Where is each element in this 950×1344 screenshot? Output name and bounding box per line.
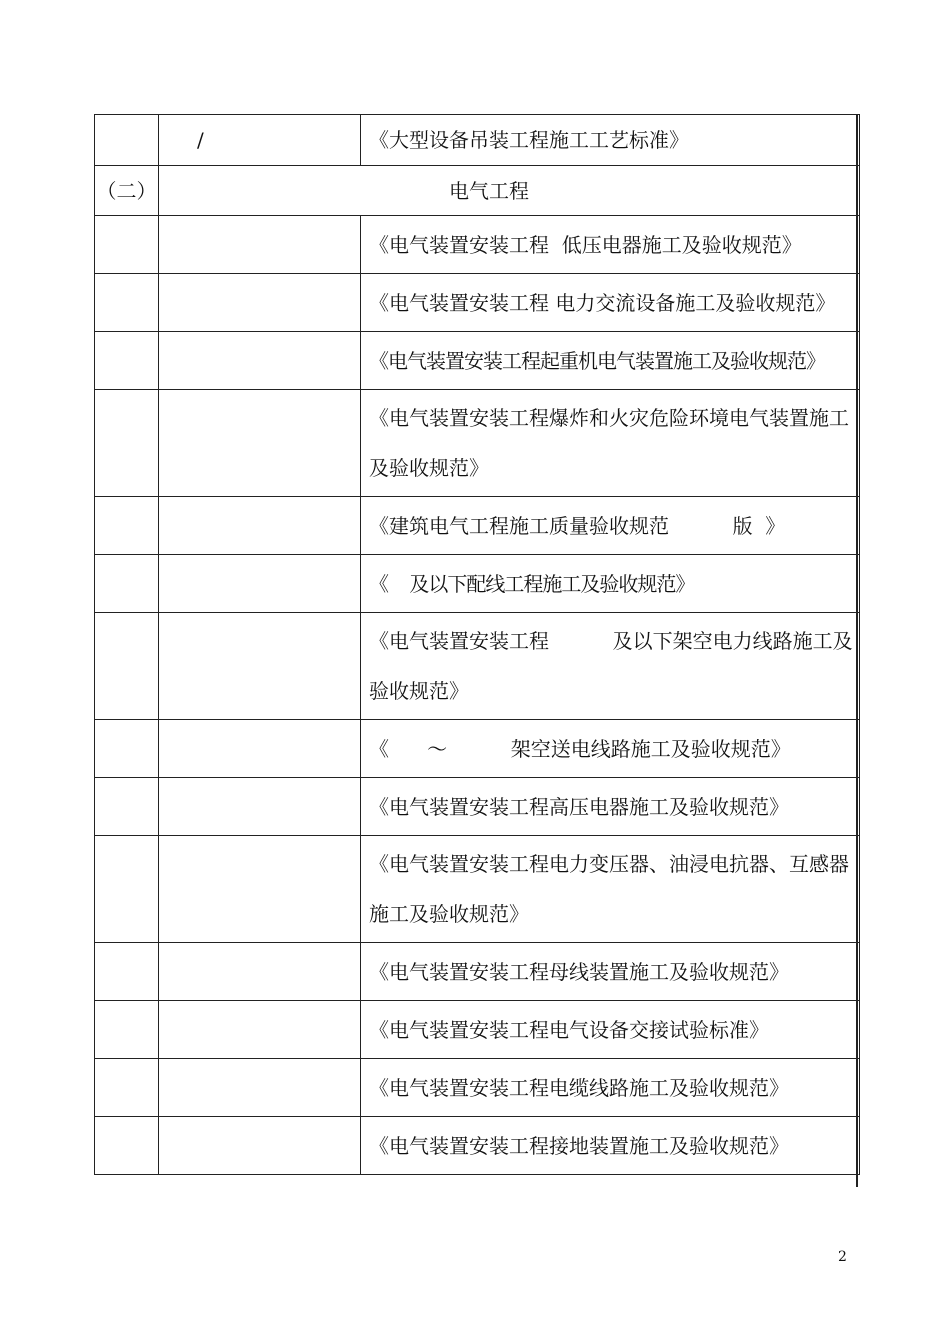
standard-name-cell: 《电气装置安装工程接地装置施工及验收规范》: [361, 1117, 860, 1175]
row-number-cell: [95, 778, 159, 836]
standard-name-cell: 《电气装置安装工程母线装置施工及验收规范》: [361, 943, 860, 1001]
code-cell: [159, 497, 361, 555]
row-number-cell: [95, 115, 159, 166]
standard-name-cell: 《电气装置安装工程 低压电器施工及验收规范》: [361, 216, 860, 274]
row-number-cell: [95, 332, 159, 390]
code-cell: [159, 274, 361, 332]
table-row: [95, 613, 860, 720]
standard-name-cell: 《电气装置安装工程电力变压器、油浸电抗器、互感器施工及验收规范》: [361, 836, 860, 943]
table-row: [95, 1117, 860, 1175]
code-cell: [159, 115, 361, 166]
code-cell: [159, 943, 361, 1001]
standard-name-cell: 《电气装置安装工程 电力交流设备施工及验收规范》: [361, 274, 860, 332]
standard-name-cell: 《大型设备吊装工程施工工艺标准》: [361, 115, 860, 166]
code-cell: [159, 613, 361, 720]
table-row: [95, 216, 860, 274]
row-number-cell: [95, 613, 159, 720]
table-row: [95, 1059, 860, 1117]
row-number-cell: [95, 836, 159, 943]
standard-name-cell: 《电气装置安装工程高压电器施工及验收规范》: [361, 778, 860, 836]
table-right-border: [856, 114, 858, 1187]
section-row: [95, 166, 860, 216]
standard-name-cell: 《电气装置安装工程 及以下架空电力线路施工及验收规范》: [361, 613, 860, 720]
table-row: [95, 836, 860, 943]
code-cell: [159, 1001, 361, 1059]
table-row: [95, 720, 860, 778]
code-cell: [159, 836, 361, 943]
table-row: [95, 1001, 860, 1059]
code-cell: [159, 1117, 361, 1175]
table-row: [95, 943, 860, 1001]
row-number-cell: [95, 497, 159, 555]
code-cell: [159, 720, 361, 778]
section-number-cell: （二）: [95, 166, 159, 216]
standard-name-cell: 《电气装置安装工程爆炸和火灾危险环境电气装置施工及验收规范》: [361, 390, 860, 497]
page-number: 2: [838, 1249, 847, 1265]
standard-name-cell: 《建筑电气工程施工质量验收规范 版 》: [361, 497, 860, 555]
code-cell: [159, 555, 361, 613]
standards-table: [94, 114, 860, 1175]
standard-name-cell: 《 及以下配线工程施工及验收规范》: [361, 555, 860, 613]
code-cell: [159, 778, 361, 836]
section-title: 电气工程: [449, 178, 529, 203]
standard-name-cell: 《电气装置安装工程起重机电气装置施工及验收规范》: [361, 332, 860, 390]
standard-name-cell: 《电气装置安装工程电气设备交接试验标准》: [361, 1001, 860, 1059]
table-row: [95, 778, 860, 836]
table-row: [95, 115, 860, 166]
row-number-cell: [95, 1117, 159, 1175]
table-row: [95, 390, 860, 497]
table-row: [95, 274, 860, 332]
table-row: [95, 332, 860, 390]
code-cell: [159, 216, 361, 274]
table-row: [95, 555, 860, 613]
standard-name-cell: 《 ～ 架空送电线路施工及验收规范》: [361, 720, 860, 778]
row-number-cell: [95, 1001, 159, 1059]
standard-name-cell: 《电气装置安装工程电缆线路施工及验收规范》: [361, 1059, 860, 1117]
row-number-cell: [95, 274, 159, 332]
table-row: [95, 497, 860, 555]
code-text: /: [197, 128, 204, 152]
row-number-cell: [95, 720, 159, 778]
row-number-cell: [95, 555, 159, 613]
code-cell: [159, 390, 361, 497]
code-cell: [159, 332, 361, 390]
row-number-cell: [95, 1059, 159, 1117]
section-title-cell: [159, 166, 860, 216]
row-number-cell: [95, 943, 159, 1001]
row-number-cell: [95, 390, 159, 497]
code-cell: [159, 1059, 361, 1117]
row-number-cell: [95, 216, 159, 274]
